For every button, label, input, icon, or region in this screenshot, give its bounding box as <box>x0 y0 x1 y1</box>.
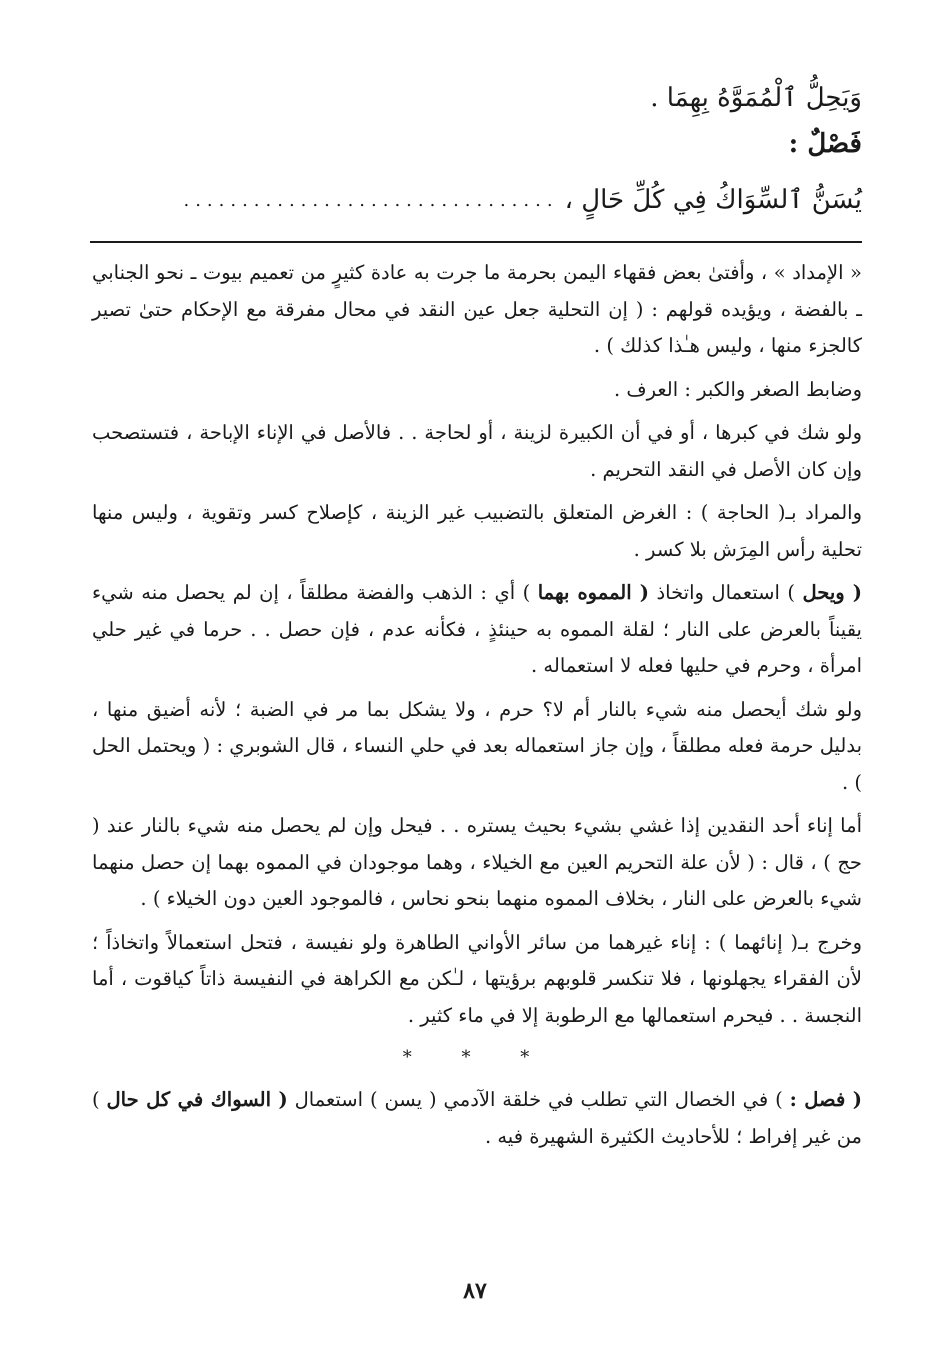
paragraph-8: وخرج بـ( إنائهما ) : إناء غيرهما من سائر الأواني الطاهرة ولو نفيسة ، فتحل استعمالاً واتخاذاً ؛ لأن الفقراء يجهلونها ، فلا تنكسر قلوبهم برؤيتها ، لـٰكن مع الكراهة في النفيسة ذاتاً كياقوت ، أما النجسة . . فيحرم استعمالها مع الرطوبة إلا في ماء كثير . <box>92 930 862 1027</box>
bold-quote: ( فصل : <box>789 1088 862 1111</box>
bold-quote: ( المموه بهما <box>537 581 649 604</box>
paragraph-text: ) أي : الذهب والفضة مطلقاً ، إن لم يحصل منه شيء يقيناً بالعرض على النار ؛ لقلة المموه به حينئذٍ ، فكأنه عدم ، فإن حصل . . حرما في غير حلي امرأة ، وحرم في حليها فعله لا استعماله . <box>92 581 862 677</box>
paragraph-3: ولو شك في كبرها ، أو في أن الكبيرة لزينة ، أو لحاجة . . فالأصل في الإناء الإباحة ، فتستصحب وإن كان الأصل في النقد التحريم . <box>92 421 862 481</box>
paragraph-1: « الإمداد » ، وأفتىٰ بعض فقهاء اليمن بحرمة ما جرت به عادة كثيرٍ من تعميم بيوت ـ نحو الجنابي ـ بالفضة ، ويؤيده قولهم : ( إن التحلية جعل عين النقد في محال مفرقة مع الإحكام حتىٰ تصير كالجزء منها ، وليس هـٰذا كذلك ) . <box>92 261 862 357</box>
paragraph-6: ولو شك أيحصل منه شيء بالنار أم لا؟ حرم ، ولا يشكل بما مر في الضبة ؛ لأنه أضيق منها ، بدليل حرمة فعله مطلقاً ، وإن جاز استعماله بعد في حلي النساء ، قال الشوبري : ( ويحتمل الحل ) . <box>92 697 862 794</box>
paragraph-5 <box>92 575 862 685</box>
paragraph-2: وضابط الصغر والكبر : العرف . <box>614 377 862 401</box>
paragraph-text: ) في الخصال التي تطلب في خلقة الآدمي ( يسن ) استعمال <box>287 1088 790 1111</box>
matn-text: يُسَنُّ ٱلسِّوَاكُ فِي كُلِّ حَالٍ ، <box>564 185 862 215</box>
ellipsis-dots: ................................ <box>183 190 559 211</box>
matn-line-1 <box>90 78 862 118</box>
page-number: ٨٧ <box>463 1278 487 1304</box>
section-divider-stars: * * * <box>402 1047 552 1068</box>
bold-quote: ( السواك في كل حال <box>106 1088 288 1111</box>
paragraph-4: والمراد بـ( الحاجة ) : الغرض المتعلق بالتضبيب غير الزينة ، كإصلاح كسر وتقوية ، وليس منها تحلية رأس المِرَش بلا كسر . <box>92 501 862 561</box>
paragraph-text: ) استعمال واتخاذ <box>648 581 803 604</box>
paragraph-7: أما إناء أحد النقدين إذا غشي بشيء بحيث يستره . . فيحل وإن لم يحصل منه شيء بالنار عند ( حج ) ، قال : ( لأن علة التحريم العين مع الخيلاء ، وهما موجودان في المموه بهما إن حصل منهما شيء بالعرض على النار ، بخلاف المموه منهما بنحو نحاس ، فالموجود العين دون الخيلاء ) . <box>92 814 862 910</box>
paragraph-text: ) من غير إفراط ؛ للأحاديث الكثيرة الشهيرة فيه . <box>92 1088 862 1148</box>
matn-line-2 <box>90 124 862 164</box>
matn-line-3 <box>90 180 862 221</box>
separator-line <box>90 241 862 243</box>
section-heading: فَصْلٌ : <box>788 129 862 159</box>
matn-text: وَيَحِلُّ ٱلْمُمَوَّهُ بِهِمَا . <box>650 83 862 113</box>
matn-text-with-dots <box>90 180 862 221</box>
bold-quote: ( ويحل <box>802 581 862 604</box>
commentary-body <box>92 255 862 1162</box>
paragraph-9 <box>92 1082 862 1155</box>
